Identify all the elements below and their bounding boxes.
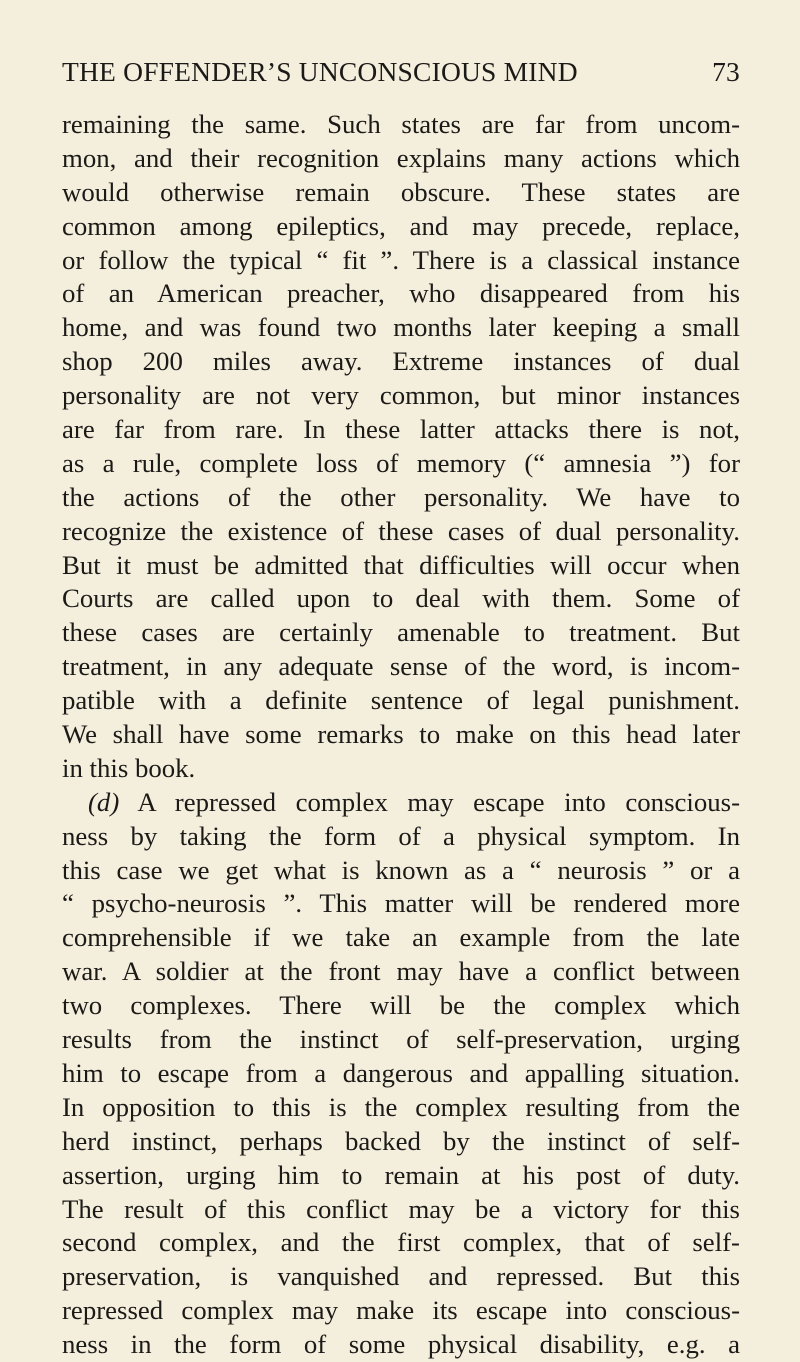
text-line: two complexes. There will be the complex which: [62, 990, 740, 1021]
text-line: But it must be admitted that difficulties will occur when: [62, 549, 740, 580]
page-number: 73: [712, 56, 740, 87]
text-line: are far from rare. In these latter attacks there is not,: [62, 414, 740, 445]
text-line: would otherwise remain obscure. These states are: [62, 176, 740, 207]
running-head-title: THE OFFENDER’S UNCONSCIOUS MIND: [62, 56, 578, 87]
text-line: these cases are certainly amenable to treatment. But: [62, 617, 740, 648]
text-line: ness in the form of some physical disability, e.g. a: [62, 1329, 740, 1360]
text-line: remaining the same. Such states are far from uncom-: [62, 109, 740, 139]
section-marker: (d): [88, 786, 120, 817]
text-line: patible with a definite sentence of legal punishment.: [62, 685, 740, 716]
text-line: In opposition to this is the complex resulting from the: [62, 1091, 740, 1122]
text-line-first: [62, 786, 740, 820]
text-line: We shall have some remarks to make on this head later: [62, 719, 740, 750]
text-line: this case we get what is known as a “ neurosis ” or a: [62, 854, 740, 885]
text-line: in this book.: [62, 752, 196, 783]
text-line: mon, and their recognition explains many actions which: [62, 142, 740, 173]
text-line: war. A soldier at the front may have a conflict between: [62, 956, 740, 987]
text-line: comprehensible if we take an example from the late: [62, 922, 740, 953]
paragraph-2: [62, 786, 740, 1362]
text-line: shop 200 miles away. Extreme instances of dual: [62, 346, 740, 377]
text-line: personality are not very common, but minor instances: [62, 380, 740, 411]
text-line: results from the instinct of self-preservation, urging: [62, 1024, 740, 1055]
text-line: ness by taking the form of a physical symptom. In: [62, 820, 740, 851]
text-line: herd instinct, perhaps backed by the instinct of self-: [62, 1125, 740, 1156]
text-line: second complex, and the first complex, that of self-: [62, 1227, 740, 1258]
text-line: the actions of the other personality. We have to: [62, 481, 740, 512]
text-line: or follow the typical “ fit ”. There is a classical instance: [62, 244, 740, 275]
text-line: preservation, is vanquished and repressed. But this: [62, 1261, 740, 1292]
text-line: assertion, urging him to remain at his post of duty.: [62, 1159, 740, 1190]
text-line: of an American preacher, who disappeared from his: [62, 278, 740, 309]
text-line: repressed complex may make its escape into conscious-: [62, 1295, 740, 1326]
text-line: treatment, in any adequate sense of the word, is incom-: [62, 651, 740, 682]
text-line: recognize the existence of these cases of dual personality.: [62, 515, 740, 546]
text-line-rest: A repressed complex may escape into conscious-: [119, 786, 740, 817]
text-line: Courts are called upon to deal with them. Some of: [62, 583, 740, 614]
text-line: common among epileptics, and may precede, replace,: [62, 210, 740, 241]
book-page: [62, 56, 740, 1362]
running-head: [62, 56, 740, 98]
text-line: “ psycho-neurosis ”. This matter will be rendered more: [62, 888, 740, 919]
paragraph-1: [62, 108, 740, 786]
body-text: [62, 108, 740, 1362]
text-line: home, and was found two months later keeping a small: [62, 312, 740, 343]
text-line: as a rule, complete loss of memory (“ amnesia ”) for: [62, 447, 740, 478]
text-line: him to escape from a dangerous and appalling situation.: [62, 1057, 740, 1088]
text-line: The result of this conflict may be a victory for this: [62, 1193, 740, 1224]
